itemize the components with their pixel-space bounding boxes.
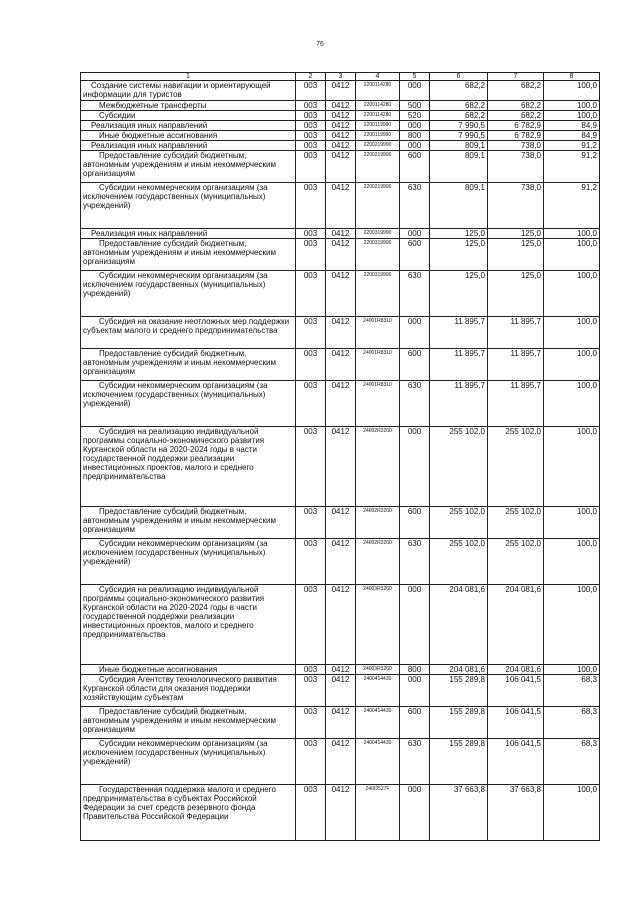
table-row (81, 707, 600, 739)
header-cell: 6 (430, 73, 488, 81)
target-article-cell: 24002R3260 (356, 507, 400, 539)
section-code-cell: 003 (296, 239, 326, 271)
header-cell: 2 (296, 73, 326, 81)
planned-amount-cell: 155 289,8 (430, 707, 488, 739)
subsection-code-cell: 0412 (326, 381, 356, 427)
target-article-cell: 24001R8310 (356, 349, 400, 381)
section-code-cell: 003 (296, 151, 326, 183)
execution-percent-cell: 68,3 (544, 675, 600, 707)
name-cell: Субсидии некоммерческим организациям (за исключением государственных (муниципальных) учреждений) (81, 739, 296, 785)
expense-type-cell: 000 (400, 427, 430, 507)
page-number: 76 (316, 41, 324, 48)
name-cell: Предоставление субсидий бюджетным, автономным учреждениям и иным некоммерческим организациям (81, 507, 296, 539)
budget-table (80, 72, 600, 841)
expense-type-cell: 000 (400, 785, 430, 841)
execution-percent-cell: 100,0 (544, 317, 600, 349)
section-code-cell: 003 (296, 101, 326, 111)
table-row (81, 131, 600, 141)
name-cell: Реализация иных направлений (81, 141, 296, 151)
execution-percent-cell: 100,0 (544, 349, 600, 381)
table-row (81, 675, 600, 707)
subsection-code-cell: 0412 (326, 141, 356, 151)
planned-amount-cell: 7 990,5 (430, 131, 488, 141)
table-row (81, 239, 600, 271)
expense-type-cell: 000 (400, 121, 430, 131)
execution-percent-cell: 100,0 (544, 271, 600, 317)
expense-type-cell: 520 (400, 111, 430, 121)
section-code-cell: 003 (296, 785, 326, 841)
table-row (81, 785, 600, 841)
section-code-cell: 003 (296, 141, 326, 151)
executed-amount-cell: 6 782,9 (488, 131, 544, 141)
execution-percent-cell: 100,0 (544, 539, 600, 585)
target-article-cell: 24001R8310 (356, 317, 400, 349)
target-article-cell: 2200219990 (356, 183, 400, 229)
executed-amount-cell: 106 041,5 (488, 707, 544, 739)
subsection-code-cell: 0412 (326, 81, 356, 101)
planned-amount-cell: 255 102,0 (430, 507, 488, 539)
subsection-code-cell: 0412 (326, 111, 356, 121)
section-code-cell: 003 (296, 111, 326, 121)
section-code-cell: 003 (296, 665, 326, 675)
executed-amount-cell: 106 041,5 (488, 739, 544, 785)
planned-amount-cell: 682,2 (430, 111, 488, 121)
planned-amount-cell: 125,0 (430, 271, 488, 317)
name-cell: Иные бюджетные ассигнования (81, 131, 296, 141)
planned-amount-cell: 682,2 (430, 81, 488, 101)
header-cell: 8 (544, 73, 600, 81)
table-row (81, 427, 600, 507)
executed-amount-cell: 204 081,6 (488, 585, 544, 665)
execution-percent-cell: 100,0 (544, 785, 600, 841)
name-cell: Субсидии некоммерческим организациям (за исключением государственных (муниципальных) учреждений) (81, 381, 296, 427)
section-code-cell: 003 (296, 229, 326, 239)
subsection-code-cell: 0412 (326, 785, 356, 841)
expense-type-cell: 600 (400, 239, 430, 271)
expense-type-cell: 630 (400, 381, 430, 427)
section-code-cell: 003 (296, 675, 326, 707)
subsection-code-cell: 0412 (326, 151, 356, 183)
target-article-cell: 2400414430 (356, 739, 400, 785)
subsection-code-cell: 0412 (326, 183, 356, 229)
subsection-code-cell: 0412 (326, 539, 356, 585)
execution-percent-cell: 100,0 (544, 427, 600, 507)
execution-percent-cell: 84,9 (544, 131, 600, 141)
executed-amount-cell: 738,0 (488, 183, 544, 229)
execution-percent-cell: 100,0 (544, 81, 600, 101)
execution-percent-cell: 68,3 (544, 707, 600, 739)
expense-type-cell: 800 (400, 665, 430, 675)
executed-amount-cell: 125,0 (488, 239, 544, 271)
section-code-cell: 003 (296, 81, 326, 101)
target-article-cell: 24003R3260 (356, 585, 400, 665)
name-cell: Предоставление субсидий бюджетным, автономным учреждениям и иным некоммерческим организациям (81, 707, 296, 739)
expense-type-cell: 600 (400, 151, 430, 183)
target-article-cell: 2200319990 (356, 229, 400, 239)
target-article-cell: 2400414430 (356, 675, 400, 707)
header-cell: 5 (400, 73, 430, 81)
expense-type-cell: 000 (400, 317, 430, 349)
expense-type-cell: 630 (400, 739, 430, 785)
name-cell: Субсидия на реализацию индивидуальной программы социально-экономического развития Курганской области на 2020-2024 годы в части государственной поддержки реализации инвестиционных проектов, малого и среднего предпринимательства (81, 427, 296, 507)
executed-amount-cell: 6 782,9 (488, 121, 544, 131)
expense-type-cell: 600 (400, 707, 430, 739)
header-cell: 1 (81, 73, 296, 81)
executed-amount-cell: 11 895,7 (488, 381, 544, 427)
execution-percent-cell: 100,0 (544, 381, 600, 427)
planned-amount-cell: 155 289,8 (430, 739, 488, 785)
name-cell: Субсидии некоммерческим организациям (за исключением государственных (муниципальных) учреждений) (81, 183, 296, 229)
name-cell: Субсидии некоммерческим организациям (за исключением государственных (муниципальных) учреждений) (81, 271, 296, 317)
name-cell: Субсидия на реализацию индивидуальной программы социально-экономического развития Курганской области на 2020-2024 годы в части государственной поддержки реализации инвестиционных проектов, малого и среднего предпринимательства (81, 585, 296, 665)
target-article-cell: 2200119990 (356, 121, 400, 131)
target-article-cell: 24001R8310 (356, 381, 400, 427)
section-code-cell: 003 (296, 427, 326, 507)
planned-amount-cell: 809,1 (430, 183, 488, 229)
executed-amount-cell: 682,2 (488, 111, 544, 121)
table-row (81, 507, 600, 539)
execution-percent-cell: 100,0 (544, 507, 600, 539)
expense-type-cell: 000 (400, 675, 430, 707)
planned-amount-cell: 809,1 (430, 151, 488, 183)
table-body (81, 73, 600, 841)
section-code-cell: 003 (296, 381, 326, 427)
execution-percent-cell: 100,0 (544, 239, 600, 271)
table-row (81, 183, 600, 229)
executed-amount-cell: 682,2 (488, 81, 544, 101)
table-row (81, 539, 600, 585)
expense-type-cell: 630 (400, 539, 430, 585)
name-cell: Предоставление субсидий бюджетным, автономным учреждениям и иным некоммерческим организациям (81, 151, 296, 183)
expense-type-cell: 800 (400, 131, 430, 141)
section-code-cell: 003 (296, 539, 326, 585)
table-row (81, 229, 600, 239)
subsection-code-cell: 0412 (326, 507, 356, 539)
target-article-cell: 2200219990 (356, 141, 400, 151)
expense-type-cell: 000 (400, 81, 430, 101)
section-code-cell: 003 (296, 585, 326, 665)
section-code-cell: 003 (296, 131, 326, 141)
table-row (81, 101, 600, 111)
execution-percent-cell: 68,3 (544, 739, 600, 785)
target-article-cell: 2200319990 (356, 239, 400, 271)
executed-amount-cell: 106 041,5 (488, 675, 544, 707)
name-cell: Предоставление субсидий бюджетным, автономным учреждениям и иным некоммерческим организациям (81, 349, 296, 381)
target-article-cell: 24002R3260 (356, 539, 400, 585)
planned-amount-cell: 37 663,8 (430, 785, 488, 841)
name-cell: Государственная поддержка малого и среднего предпринимательства в субъектах Российской Федерации за счет средств резервного фонда Правительства Российской Федерации (81, 785, 296, 841)
executed-amount-cell: 255 102,0 (488, 539, 544, 585)
table-row (81, 349, 600, 381)
table-row (81, 381, 600, 427)
subsection-code-cell: 0412 (326, 707, 356, 739)
expense-type-cell: 500 (400, 101, 430, 111)
planned-amount-cell: 204 081,6 (430, 585, 488, 665)
target-article-cell: 2200114280 (356, 81, 400, 101)
execution-percent-cell: 91,2 (544, 141, 600, 151)
table-row (81, 151, 600, 183)
expense-type-cell: 000 (400, 585, 430, 665)
subsection-code-cell: 0412 (326, 427, 356, 507)
section-code-cell: 003 (296, 317, 326, 349)
execution-percent-cell: 100,0 (544, 101, 600, 111)
header-cell: 7 (488, 73, 544, 81)
planned-amount-cell: 11 895,7 (430, 317, 488, 349)
planned-amount-cell: 682,2 (430, 101, 488, 111)
planned-amount-cell: 11 895,7 (430, 349, 488, 381)
executed-amount-cell: 204 081,6 (488, 665, 544, 675)
planned-amount-cell: 204 081,6 (430, 665, 488, 675)
subsection-code-cell: 0412 (326, 317, 356, 349)
name-cell: Иные бюджетные ассигнования (81, 665, 296, 675)
execution-percent-cell: 84,9 (544, 121, 600, 131)
planned-amount-cell: 125,0 (430, 229, 488, 239)
name-cell: Реализация иных направлений (81, 121, 296, 131)
subsection-code-cell: 0412 (326, 675, 356, 707)
executed-amount-cell: 255 102,0 (488, 427, 544, 507)
executed-amount-cell: 37 663,8 (488, 785, 544, 841)
subsection-code-cell: 0412 (326, 665, 356, 675)
planned-amount-cell: 11 895,7 (430, 381, 488, 427)
planned-amount-cell: 809,1 (430, 141, 488, 151)
name-cell: Предоставление субсидий бюджетным, автономным учреждениям и иным некоммерческим организациям (81, 239, 296, 271)
expense-type-cell: 630 (400, 183, 430, 229)
executed-amount-cell: 11 895,7 (488, 317, 544, 349)
planned-amount-cell: 255 102,0 (430, 427, 488, 507)
target-article-cell: 240I3527F (356, 785, 400, 841)
target-article-cell: 2400414430 (356, 707, 400, 739)
table-row (81, 585, 600, 665)
target-article-cell: 2200319990 (356, 271, 400, 317)
subsection-code-cell: 0412 (326, 131, 356, 141)
execution-percent-cell: 100,0 (544, 111, 600, 121)
executed-amount-cell: 125,0 (488, 229, 544, 239)
name-cell: Межбюджетные трансферты (81, 101, 296, 111)
subsection-code-cell: 0412 (326, 739, 356, 785)
execution-percent-cell: 100,0 (544, 665, 600, 675)
table-row (81, 141, 600, 151)
table-row (81, 271, 600, 317)
section-code-cell: 003 (296, 271, 326, 317)
target-article-cell: 2200114280 (356, 101, 400, 111)
section-code-cell: 003 (296, 121, 326, 131)
name-cell: Создание системы навигации и ориентирующей информации для туристов (81, 81, 296, 101)
expense-type-cell: 600 (400, 507, 430, 539)
name-cell: Субсидии некоммерческим организациям (за исключением государственных (муниципальных) учреждений) (81, 539, 296, 585)
target-article-cell: 2200219990 (356, 151, 400, 183)
target-article-cell: 24003R3260 (356, 665, 400, 675)
section-code-cell: 003 (296, 739, 326, 785)
target-article-cell: 24002R3260 (356, 427, 400, 507)
section-code-cell: 003 (296, 349, 326, 381)
subsection-code-cell: 0412 (326, 585, 356, 665)
table-row (81, 81, 600, 101)
execution-percent-cell: 100,0 (544, 585, 600, 665)
execution-percent-cell: 100,0 (544, 229, 600, 239)
subsection-code-cell: 0412 (326, 101, 356, 111)
subsection-code-cell: 0412 (326, 229, 356, 239)
planned-amount-cell: 7 990,5 (430, 121, 488, 131)
table-row (81, 121, 600, 131)
executed-amount-cell: 682,2 (488, 101, 544, 111)
section-code-cell: 003 (296, 707, 326, 739)
executed-amount-cell: 738,0 (488, 141, 544, 151)
section-code-cell: 003 (296, 183, 326, 229)
header-cell: 3 (326, 73, 356, 81)
executed-amount-cell: 738,0 (488, 151, 544, 183)
executed-amount-cell: 125,0 (488, 271, 544, 317)
section-code-cell: 003 (296, 507, 326, 539)
table-row (81, 665, 600, 675)
execution-percent-cell: 91,2 (544, 151, 600, 183)
expense-type-cell: 630 (400, 271, 430, 317)
expense-type-cell: 000 (400, 229, 430, 239)
name-cell: Реализация иных направлений (81, 229, 296, 239)
table-header-row (81, 73, 600, 81)
table-row (81, 111, 600, 121)
planned-amount-cell: 125,0 (430, 239, 488, 271)
planned-amount-cell: 255 102,0 (430, 539, 488, 585)
executed-amount-cell: 255 102,0 (488, 507, 544, 539)
executed-amount-cell: 11 895,7 (488, 349, 544, 381)
target-article-cell: 2200114280 (356, 111, 400, 121)
subsection-code-cell: 0412 (326, 271, 356, 317)
header-cell: 4 (356, 73, 400, 81)
table-row (81, 317, 600, 349)
expense-type-cell: 600 (400, 349, 430, 381)
name-cell: Субсидия на оказание неотложных мер поддержки субъектам малого и среднего предпринимательства (81, 317, 296, 349)
execution-percent-cell: 91,2 (544, 183, 600, 229)
planned-amount-cell: 155 289,8 (430, 675, 488, 707)
table-row (81, 739, 600, 785)
name-cell: Субсидии (81, 111, 296, 121)
target-article-cell: 2200119990 (356, 131, 400, 141)
subsection-code-cell: 0412 (326, 121, 356, 131)
subsection-code-cell: 0412 (326, 349, 356, 381)
subsection-code-cell: 0412 (326, 239, 356, 271)
expense-type-cell: 000 (400, 141, 430, 151)
name-cell: Субсидия Агентству технологического развития Курганской области для оказания поддержки хозяйствующим субъектам (81, 675, 296, 707)
